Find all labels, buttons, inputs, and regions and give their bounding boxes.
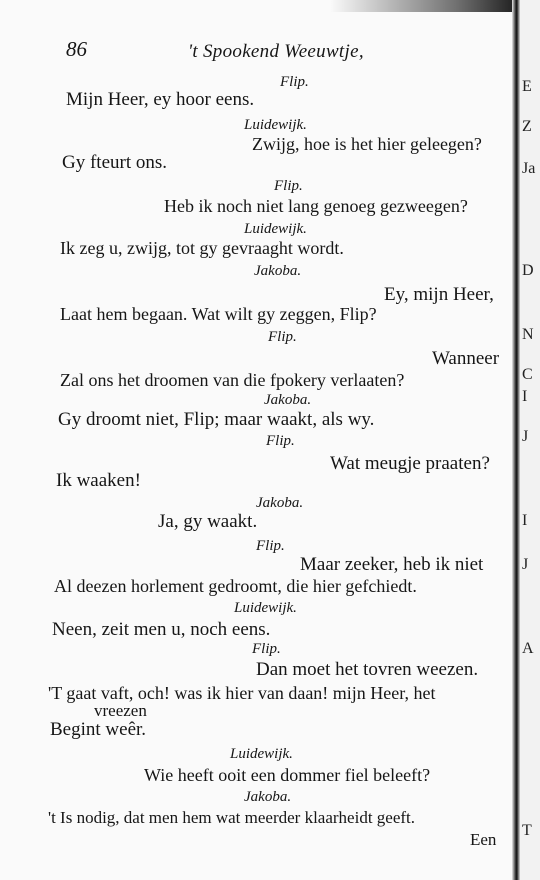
scan-shadow: [330, 0, 540, 12]
verse-line: Zal ons het droomen van die fpokery verlaaten?: [60, 370, 405, 390]
facing-page-fragment: D: [522, 262, 534, 279]
verse-line: Heb ik noch niet lang genoeg gezweegen?: [164, 196, 468, 216]
speaker-label: Luidewijk.: [234, 600, 297, 616]
running-title: 't Spookend Weeuwtje,: [188, 41, 364, 62]
facing-page-fragment: T: [522, 822, 532, 839]
catchword: Een: [470, 830, 497, 849]
facing-page-fragment: C: [522, 366, 533, 383]
verse-line: 'T gaat vaft, och! was ik hier van daan! mijn Heer, het: [48, 683, 436, 703]
verse-line: Ik zeg u, zwijg, tot gy gevraaght wordt.: [60, 238, 344, 258]
facing-page-fragment: E: [522, 78, 532, 95]
facing-page-fragment: Ja: [522, 160, 536, 177]
speaker-label: Jakoba.: [254, 263, 302, 279]
speaker-label: Flip.: [256, 538, 285, 554]
speaker-label: Luidewijk.: [244, 117, 307, 133]
facing-page-fragment: A: [522, 640, 534, 657]
verse-line: Ik waaken!: [56, 470, 141, 491]
verse-line: Dan moet het tovren weezen.: [256, 659, 479, 680]
speaker-label: Flip.: [252, 641, 281, 657]
facing-page-fragment: J: [522, 556, 529, 573]
speaker-label: Flip.: [274, 178, 303, 194]
verse-line: Al deezen horlement gedroomt, die hier gefchiedt.: [54, 576, 417, 596]
page-number: 86: [66, 37, 87, 61]
facing-page-fragment: I: [522, 388, 528, 405]
verse-line: 't Is nodig, dat men hem wat meerder klaarheidt geeft.: [48, 808, 416, 827]
verse-line: Wie heeft ooit een dommer fiel beleeft?: [144, 765, 431, 785]
speaker-label: Luidewijk.: [244, 221, 307, 237]
verse-line: Wat meugje praaten?: [330, 453, 490, 474]
verse-line: Maar zeeker, heb ik niet: [300, 554, 484, 575]
facing-page-fragment: Z: [522, 118, 532, 135]
facing-page-fragment: N: [522, 326, 534, 343]
verse-line: Wanneer: [432, 348, 500, 369]
speaker-label: Flip.: [268, 329, 297, 345]
facing-page-edge: [520, 0, 540, 880]
speaker-label: Jakoba.: [256, 495, 304, 511]
speaker-label: Flip.: [266, 433, 295, 449]
verse-line: Gy fteurt ons.: [62, 152, 168, 173]
verse-line: Ja, gy waakt.: [158, 511, 258, 532]
verse-line: vreezen: [94, 701, 147, 720]
speaker-label: Jakoba.: [244, 789, 292, 805]
verse-line: Gy droomt niet, Flip; maar waakt, als wy.: [58, 409, 375, 430]
verse-line: Mijn Heer, ey hoor eens.: [66, 89, 255, 110]
speaker-label: Flip.: [280, 74, 309, 90]
verse-line: Laat hem begaan. Wat wilt gy zeggen, Flip?: [60, 304, 377, 324]
verse-line: Neen, zeit men u, noch eens.: [52, 619, 271, 640]
facing-page-fragment: I: [522, 512, 528, 529]
speaker-label: Luidewijk.: [230, 746, 293, 762]
book-gutter: [512, 0, 520, 880]
verse-line: Ey, mijn Heer,: [384, 284, 494, 305]
facing-page-fragment: J: [522, 428, 529, 445]
verse-line: Begint weêr.: [50, 719, 147, 740]
speaker-label: Jakoba.: [264, 392, 312, 408]
verse-line: Zwijg, hoe is het hier geleegen?: [252, 134, 482, 154]
